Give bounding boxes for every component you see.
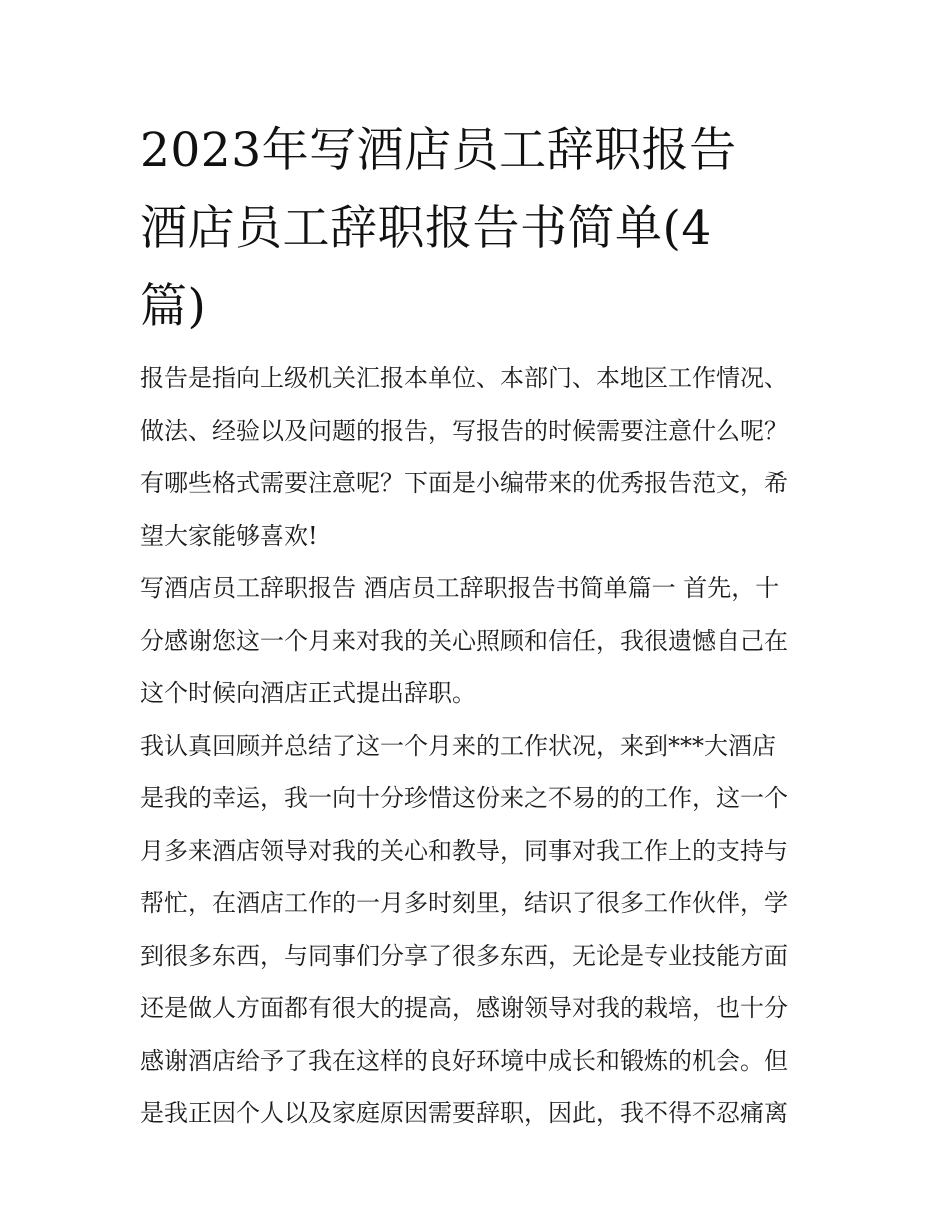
title-line-2: 酒店员工辞职报告书简单(4 xyxy=(140,201,712,256)
body-line-5: 写酒店员工辞职报告 酒店员工辞职报告书简单篇一 首先，十 xyxy=(140,574,780,602)
body-line-3: 有哪些格式需要注意呢？下面是小编带来的优秀报告范文，希 xyxy=(140,469,788,497)
body-line-13: 还是做人方面都有很大的提高，感谢领导对我的栽培，也十分 xyxy=(140,994,788,1022)
title-line-1: 2023年写酒店员工辞职报告 xyxy=(140,123,737,178)
body-line-7: 这个时候向酒店正式提出辞职。 xyxy=(140,679,476,707)
body-line-14: 感谢酒店给予了我在这样的良好环境中成长和锻炼的机会。但 xyxy=(140,1046,788,1075)
body-line-4: 望大家能够喜欢! xyxy=(140,521,318,550)
body-line-11: 帮忙，在酒店工作的一月多时刻里，结识了很多工作伙伴，学 xyxy=(140,889,788,917)
body-line-10: 月多来酒店领导对我的关心和教导，同事对我工作上的支持与 xyxy=(140,836,788,865)
document-body xyxy=(140,352,812,1140)
title-line-3: 篇) xyxy=(140,279,207,334)
body-line-12: 到很多东西，与同事们分享了很多东西，无论是专业技能方面 xyxy=(140,941,788,970)
document-title xyxy=(140,112,820,346)
body-line-1: 报告是指向上级机关汇报本单位、本部门、本地区工作情况、 xyxy=(140,364,788,392)
body-line-6: 分感谢您这一个月来对我的关心照顾和信任，我很遗憾自己在 xyxy=(140,626,788,655)
body-line-8: 我认真回顾并总结了这一个月来的工作状况，来到***大酒店 xyxy=(140,731,776,760)
body-line-2: 做法、经验以及问题的报告，写报告的时候需要注意什么呢？ xyxy=(140,416,788,445)
body-line-9: 是我的幸运，我一向十分珍惜这份来之不易的的工作，这一个 xyxy=(140,784,788,812)
body-line-15: 是我正因个人以及家庭原因需要辞职，因此，我不得不忍痛离 xyxy=(140,1099,788,1127)
